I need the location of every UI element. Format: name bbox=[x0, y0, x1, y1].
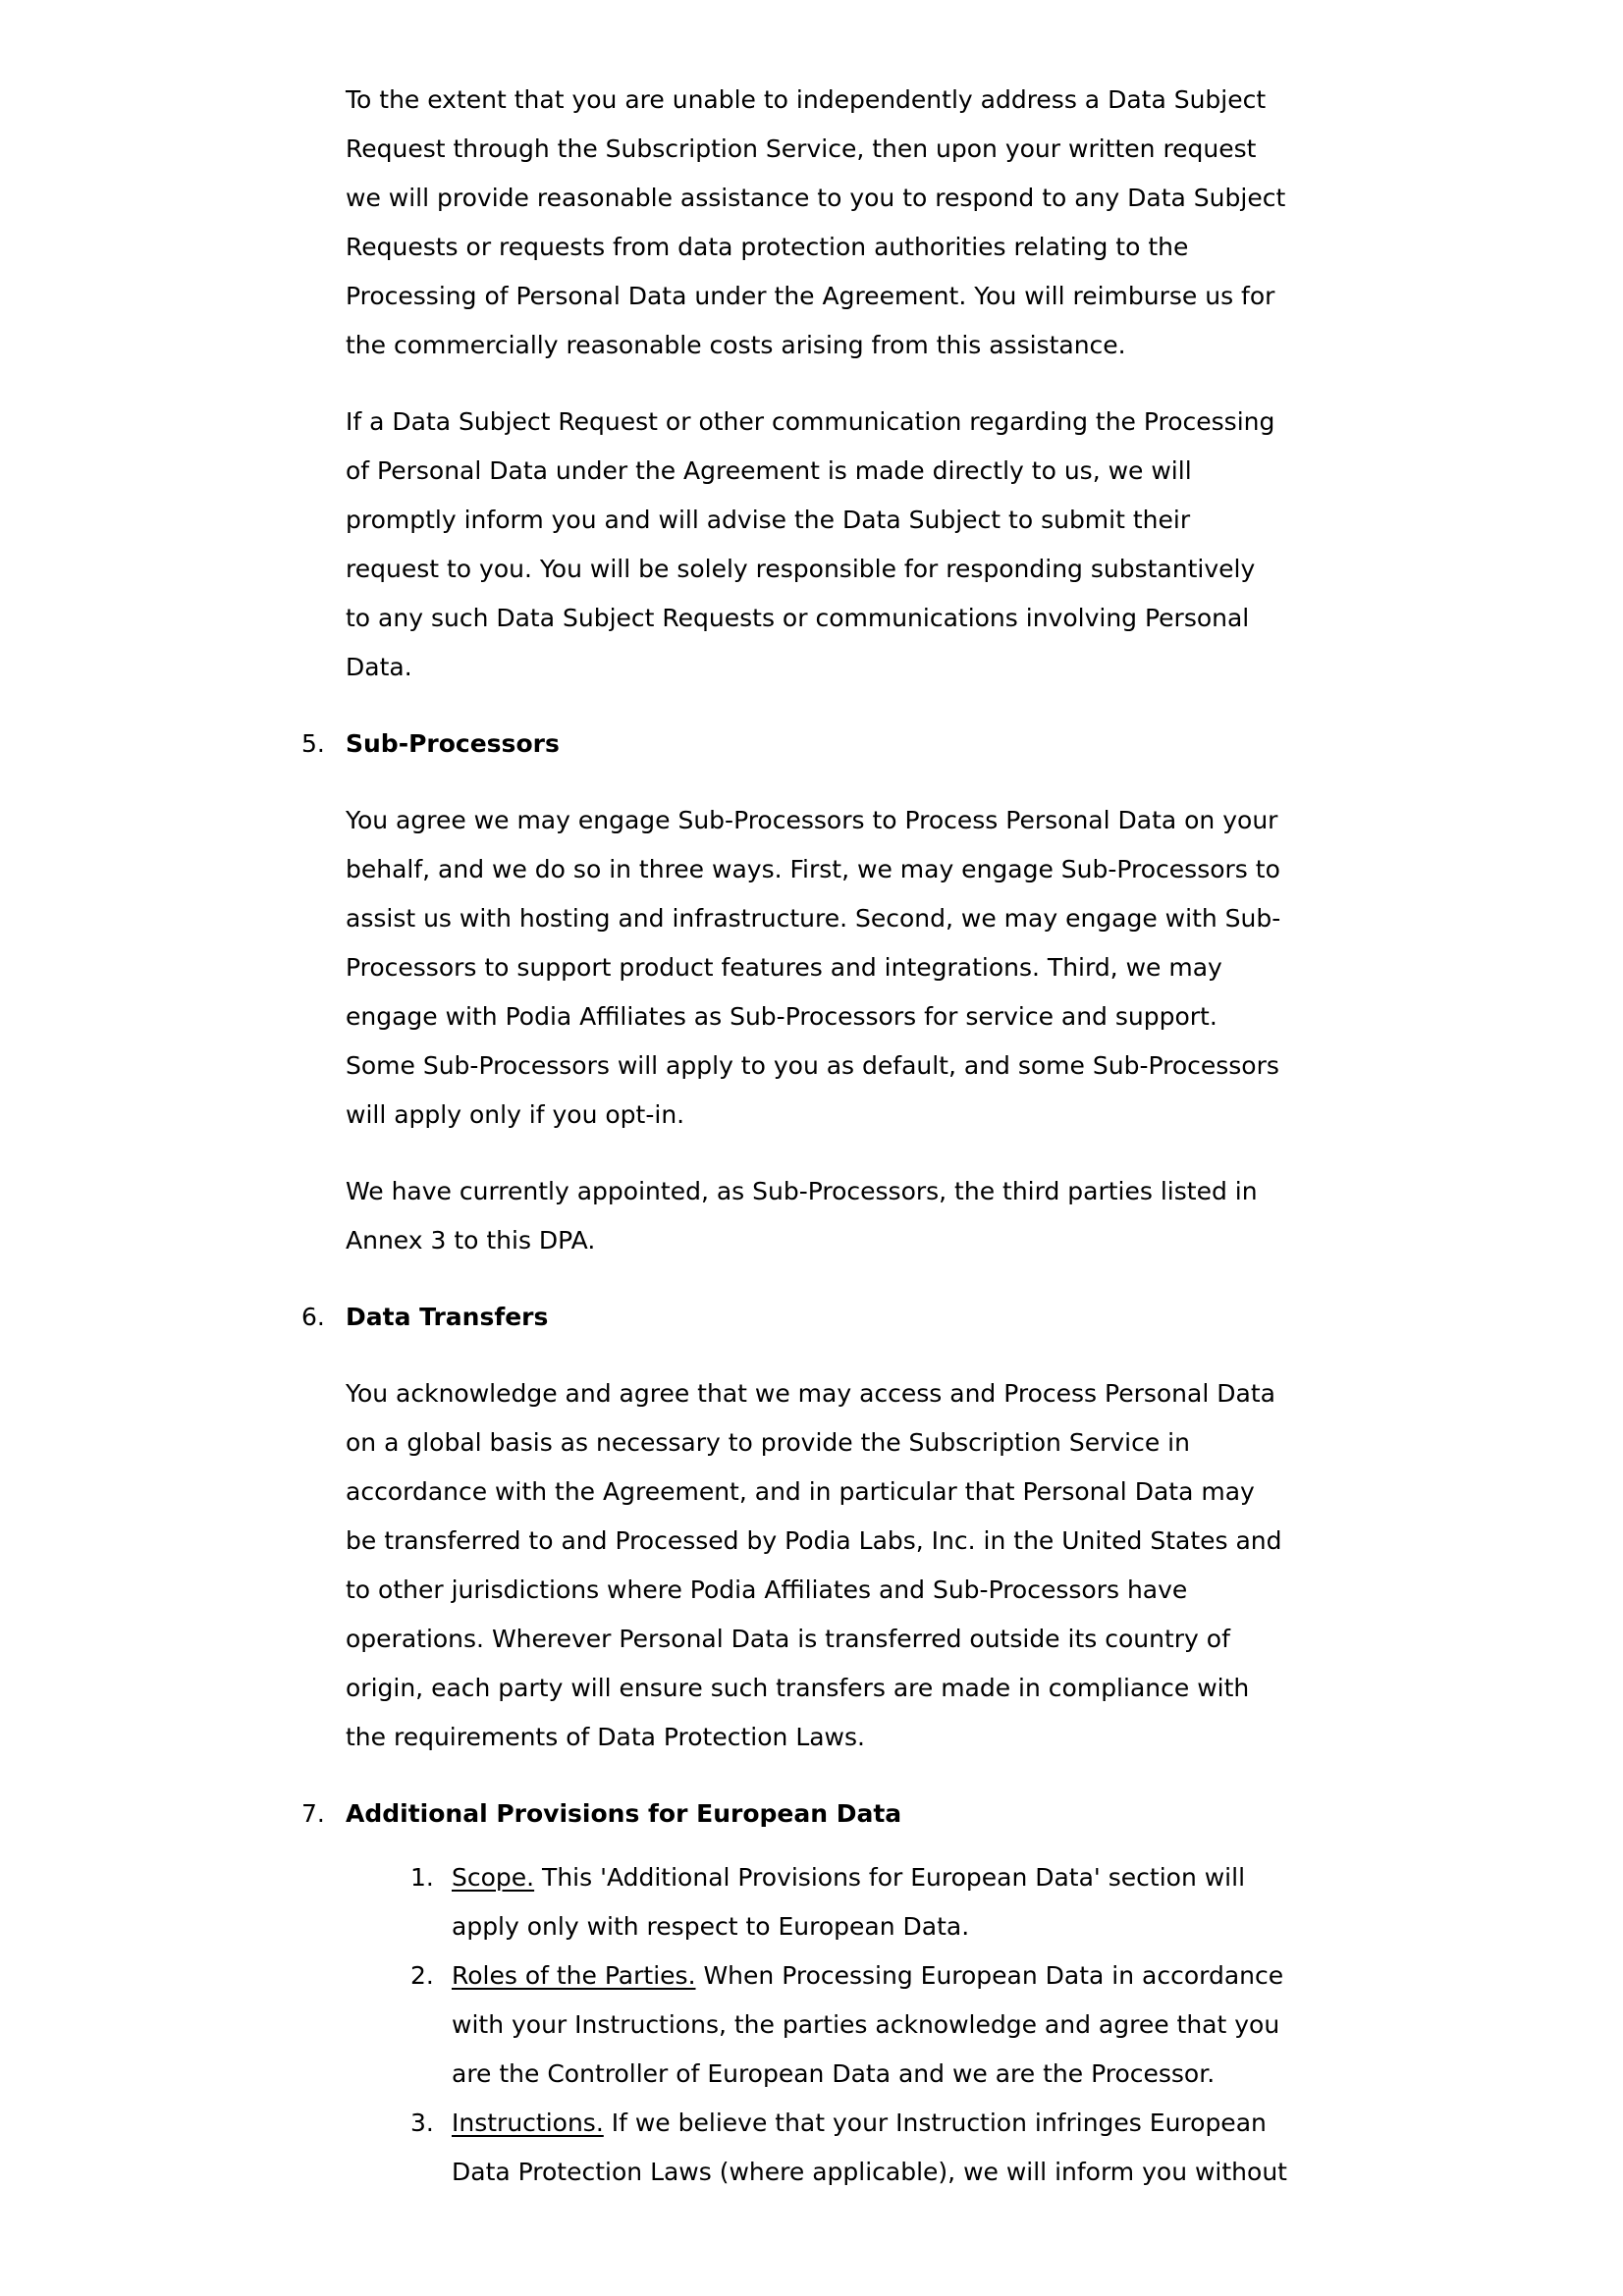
sub-clause-text: When Processing European Data in accordance bbox=[695, 1961, 1284, 1990]
text-line: with your Instructions, the parties acknowledge and agree that you bbox=[452, 2010, 1280, 2039]
section-european-data bbox=[301, 1789, 1445, 2197]
text-line bbox=[452, 2099, 1445, 2148]
section-heading bbox=[301, 1789, 1445, 1839]
text-line: accordance with the Agreement, and in particular that Personal Data may bbox=[346, 1477, 1255, 1506]
text-line: Annex 3 to this DPA. bbox=[346, 1226, 596, 1255]
sub-clause-list bbox=[410, 1853, 1445, 2197]
text-line: apply only with respect to European Data. bbox=[452, 1912, 970, 1941]
paragraph-appointed-sub-processors bbox=[346, 1167, 1445, 1265]
text-line: Processing of Personal Data under the Agreement. You will reimburse us for bbox=[346, 282, 1275, 310]
text-line: request to you. You will be solely responsible for responding substantively bbox=[346, 555, 1256, 583]
section-heading bbox=[301, 1293, 1445, 1342]
text-line: operations. Wherever Personal Data is transferred outside its country of bbox=[346, 1625, 1230, 1653]
text-line: origin, each party will ensure such transfers are made in compliance with bbox=[346, 1674, 1250, 1702]
text-line: to other jurisdictions where Podia Affiliates and Sub-Processors have bbox=[346, 1575, 1188, 1604]
section-heading bbox=[301, 720, 1445, 769]
text-line: We have currently appointed, as Sub-Processors, the third parties listed in bbox=[346, 1177, 1258, 1205]
text-line: If a Data Subject Request or other communication regarding the Processing bbox=[346, 407, 1275, 436]
section-number: 6. bbox=[301, 1303, 325, 1331]
text-line: Some Sub-Processors will apply to you as default, and some Sub-Processors bbox=[346, 1051, 1279, 1080]
sub-clause-number: 1. bbox=[410, 1863, 434, 1892]
text-line bbox=[452, 1951, 1445, 2001]
text-line: Requests or requests from data protection authorities relating to the bbox=[346, 233, 1189, 261]
text-line: assist us with hosting and infrastructure. Second, we may engage with Sub- bbox=[346, 904, 1281, 933]
text-line: behalf, and we do so in three ways. First, we may engage Sub-Processors to bbox=[346, 855, 1280, 883]
document-body bbox=[301, 76, 1445, 2224]
section-data-transfers bbox=[301, 1293, 1445, 1762]
text-line: the commercially reasonable costs arising from this assistance. bbox=[346, 331, 1126, 359]
text-line: to any such Data Subject Requests or communications involving Personal bbox=[346, 604, 1250, 632]
text-line: be transferred to and Processed by Podia Labs, Inc. in the United States and bbox=[346, 1526, 1282, 1555]
sub-clause-roles bbox=[410, 1951, 1445, 2099]
section-title: Data Transfers bbox=[346, 1303, 549, 1331]
text-line: engage with Podia Affiliates as Sub-Processors for service and support. bbox=[346, 1002, 1217, 1031]
text-line: You acknowledge and agree that we may access and Process Personal Data bbox=[346, 1379, 1275, 1408]
paragraph-direct-requests bbox=[346, 398, 1445, 692]
paragraph-global-processing bbox=[346, 1369, 1445, 1762]
text-line: Request through the Subscription Service, then upon your written request bbox=[346, 134, 1257, 163]
text-line: Data. bbox=[346, 653, 412, 681]
paragraph-data-subject-assistance bbox=[346, 76, 1445, 370]
text-line: on a global basis as necessary to provide the Subscription Service in bbox=[346, 1428, 1190, 1457]
sub-clause-text: This 'Additional Provisions for European Data' section will bbox=[534, 1863, 1246, 1892]
sub-clause-number: 3. bbox=[410, 2109, 434, 2137]
text-line: promptly inform you and will advise the Data Subject to submit their bbox=[346, 506, 1191, 534]
text-line: To the extent that you are unable to independently address a Data Subject bbox=[346, 85, 1267, 114]
section-sub-processors bbox=[301, 720, 1445, 1265]
sub-clause-heading: Instructions. bbox=[452, 2109, 604, 2137]
text-line: You agree we may engage Sub-Processors to Process Personal Data on your bbox=[346, 806, 1278, 834]
sub-clause-heading: Roles of the Parties. bbox=[452, 1961, 696, 1990]
text-line: of Personal Data under the Agreement is made directly to us, we will bbox=[346, 456, 1192, 485]
sub-clause-instructions bbox=[410, 2099, 1445, 2197]
sub-clause-heading: Scope. bbox=[452, 1863, 535, 1892]
text-line: will apply only if you opt-in. bbox=[346, 1100, 685, 1129]
section-title: Additional Provisions for European Data bbox=[346, 1799, 902, 1828]
text-line: we will provide reasonable assistance to you to respond to any Data Subject bbox=[346, 184, 1286, 212]
sub-clause-text: If we believe that your Instruction infringes European bbox=[603, 2109, 1267, 2137]
text-line: Processors to support product features and integrations. Third, we may bbox=[346, 953, 1222, 982]
text-line: Data Protection Laws (where applicable), we will inform you without bbox=[452, 2158, 1287, 2186]
section-number: 5. bbox=[301, 729, 325, 758]
text-line bbox=[452, 1853, 1445, 1902]
section-number: 7. bbox=[301, 1799, 325, 1828]
text-line: are the Controller of European Data and we are the Processor. bbox=[452, 2059, 1216, 2088]
text-line: the requirements of Data Protection Laws. bbox=[346, 1723, 865, 1751]
sub-clause-scope bbox=[410, 1853, 1445, 1951]
sub-clause-number: 2. bbox=[410, 1961, 434, 1990]
section-title: Sub-Processors bbox=[346, 729, 560, 758]
paragraph-sub-processor-engagement bbox=[346, 796, 1445, 1140]
